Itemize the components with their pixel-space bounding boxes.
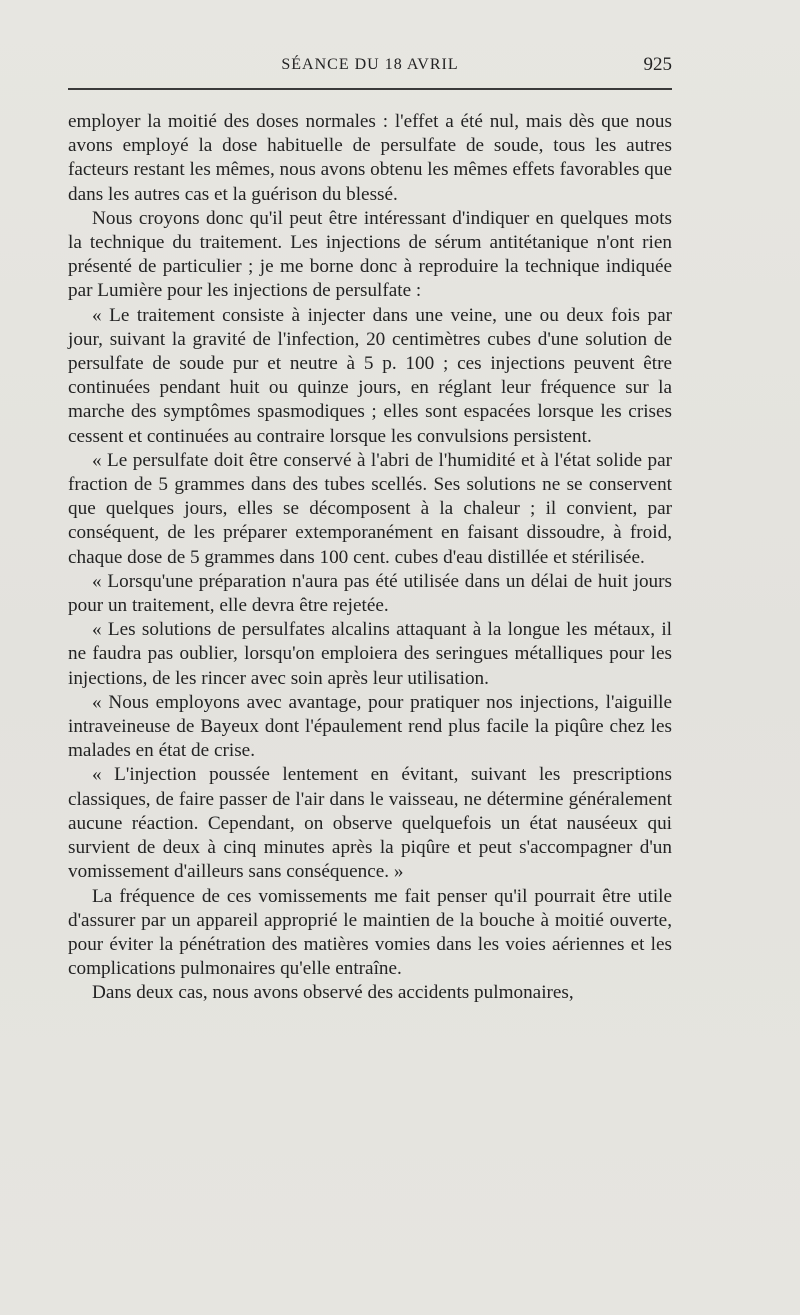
- paragraph-quote-needle: « Nous employons avec avantage, pour pratiquer nos injections, l'aiguille intraveineuse de Bayeux dont l'épaulement rend plus facile la piqûre chez les malades en état de crise.: [68, 691, 672, 762]
- paragraph-pulmonary: Dans deux cas, nous avons observé des accidents pulmonaires,: [92, 982, 574, 1004]
- paragraph-quote-reaction: « L'injection poussée lentement en évitant, suivant les prescriptions classiques, de faire passer de l'air dans le vaisseau, ne détermine généralement aucune réaction. Cependant, on observe quelquefois un état nauséeux qui survient de deux à cinq minutes après la piqûre et peut s'accompagner d'un vomissement d'ailleurs sans conséquence. »: [68, 764, 672, 883]
- page-number: 925: [643, 54, 672, 75]
- page-header: [68, 48, 672, 88]
- paragraph-quote-rinse: « Les solutions de persulfates alcalins attaquant à la longue les métaux, il ne faudra pas oublier, lorsqu'on emploiera des seringues métalliques pour les injections, de les rincer avec soin après leur utilisation.: [68, 619, 672, 689]
- paragraph-continuation: employer la moitié des doses normales : l'effet a été nul, mais dès que nous avons employé la dose habituelle de persulfate de soude, tous les autres facteurs restant les mêmes, nous avons obtenu les mêmes effets favorables que dans les autres cas et la guérison du blessé.: [68, 111, 672, 205]
- paragraph-technique-intro: Nous croyons donc qu'il peut être intéressant d'indiquer en quelques mots la technique du traitement. Les injections de sérum antitétanique n'ont rien présenté de particulier ; je me borne donc à reproduire la technique indiquée par Lumière pour les injections de persulfate :: [68, 207, 672, 302]
- header-rule: [68, 88, 672, 90]
- paragraph-quote-storage: « Le persulfate doit être conservé à l'abri de l'humidité et à l'état solide par fraction de 5 grammes dans des tubes scellés. Ses solutions ne se conservent que quelques jours, elles se décomposent à la chaleur ; il convient, par conséquent, de les préparer extemporanément en faisant dissoudre, à froid, chaque dose de 5 grammes dans 100 cent. cubes d'eau distillée et stérilisée.: [68, 449, 672, 568]
- body-text: [68, 110, 672, 1006]
- paragraph-vomiting: La fréquence de ces vomissements me fait penser qu'il pourrait être utile d'assurer par un appareil approprié le maintien de la bouche à moitié ouverte, pour éviter la pénétration des matières vomies dans les voies aériennes et les complications pulmonaires qu'elle entraîne.: [68, 885, 672, 980]
- paragraph-quote-treatment: « Le traitement consiste à injecter dans une veine, une ou deux fois par jour, suivant la gravité de l'infection, 20 centimètres cubes d'une solution de persulfate de soude pur et neutre à 5 p. 100 ; ces injections peuvent être continuées pendant huit ou quinze jours, en réglant leur fréquence sur la marche des symptômes spasmodiques ; elles sont espacées lorsque les crises cessent et continuées au contraire lorsque les convulsions persistent.: [68, 304, 672, 447]
- running-title: SÉANCE DU 18 AVRIL: [281, 56, 459, 73]
- paragraph-quote-discard: « Lorsqu'une préparation n'aura pas été utilisée dans un délai de huit jours pour un traitement, elle devra être rejetée.: [68, 570, 672, 617]
